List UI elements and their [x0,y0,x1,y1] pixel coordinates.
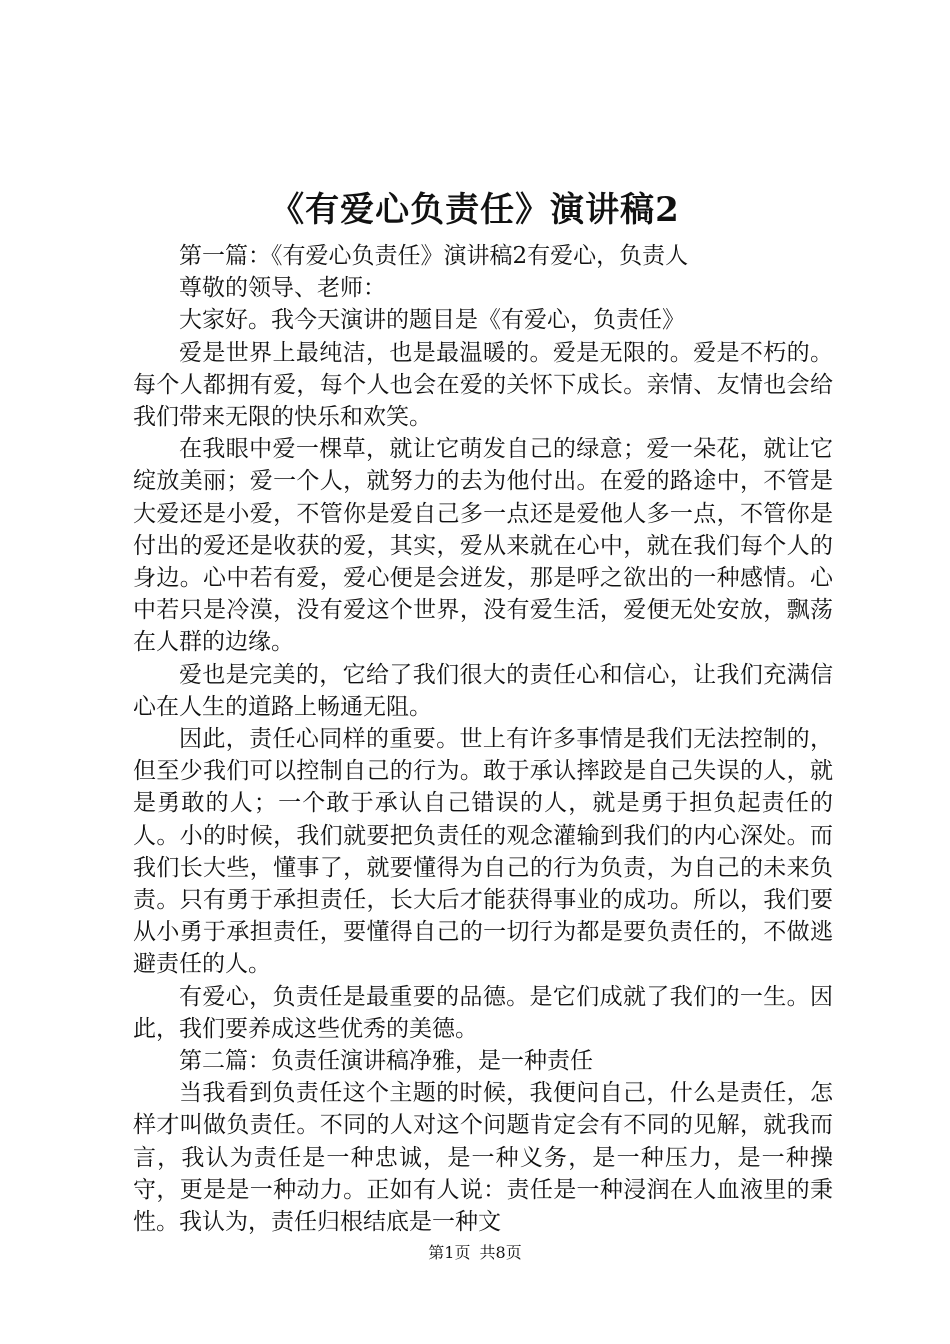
paragraph: 在我眼中爱一棵草，就让它萌发自己的绿意；爱一朵花，就让它绽放美丽；爱一个人，就努力的去为他付出。在爱的路途中，不管是大爱还是小爱，不管你是爱自己多一点还是爱他人多一点，不管你是付出的爱还是收获的爱，其实，爱从来就在心中，就在我们每个人的身边。心中若有爱，爱心便是会迸发，那是呼之欲出的一种感情。心中若只是冷漠，没有爱这个世界，没有爱生活，爱便无处安放，飘荡在人群的边缘。 [133,436,833,656]
paragraph: 爱是世界上最纯洁，也是最温暖的。爱是无限的。爱是不朽的。每个人都拥有爱，每个人也会在爱的关怀下成长。亲情、友情也会给我们带来无限的快乐和欢笑。 [133,339,833,431]
paragraph: 有爱心，负责任是最重要的品德。是它们成就了我们的一生。因此，我们要养成这些优秀的美德。 [133,983,833,1042]
document-body [133,240,833,1238]
paragraph: 当我看到负责任这个主题的时候，我便问自己，什么是责任，怎样才叫做负责任。不同的人对这个问题肯定会有不同的见解，就我而言，我认为责任是一种忠诚，是一种义务，是一种压力，是一种操守，更是是一种动力。正如有人说：责任是一种浸润在人血液里的秉性。我认为，责任归根结底是一种文 [133,1080,833,1236]
section-heading: 第二篇：负责任演讲稿净雅，是一种责任 [179,1048,593,1075]
paragraph: 爱也是完美的，它给了我们很大的责任心和信心，让我们充满信心在人生的道路上畅通无阻。 [133,661,833,720]
section-heading: 第一篇：《有爱心负责任》演讲稿2有爱心，负责人 [179,243,689,269]
page-number: 第1页 [428,1243,471,1262]
paragraph: 大家好。我今天演讲的题目是《有爱心，负责任》 [179,307,685,334]
page-total: 共8页 [479,1243,522,1262]
paragraph: 因此，责任心同样的重要。世上有许多事情是我们无法控制的，但至少我们可以控制自己的行为。敢于承认摔跤是自己失误的人，就是勇敢的人；一个敢于承认自己错误的人，就是勇于担负起责任的人。小的时候，我们就要把负责任的观念灌输到我们的内心深处。而我们长大些，懂事了，就要懂得为自己的行为负责，为自己的未来负责。只有勇于承担责任，长大后才能获得事业的成功。所以，我们要从小勇于承担责任，要懂得自己的一切行为都是要负责任的，不做逃避责任的人。 [133,726,833,978]
document-title: 《有爱心负责任》演讲稿2 [270,190,680,230]
page-footer [0,1243,950,1263]
salutation: 尊敬的领导、老师： [179,275,386,302]
